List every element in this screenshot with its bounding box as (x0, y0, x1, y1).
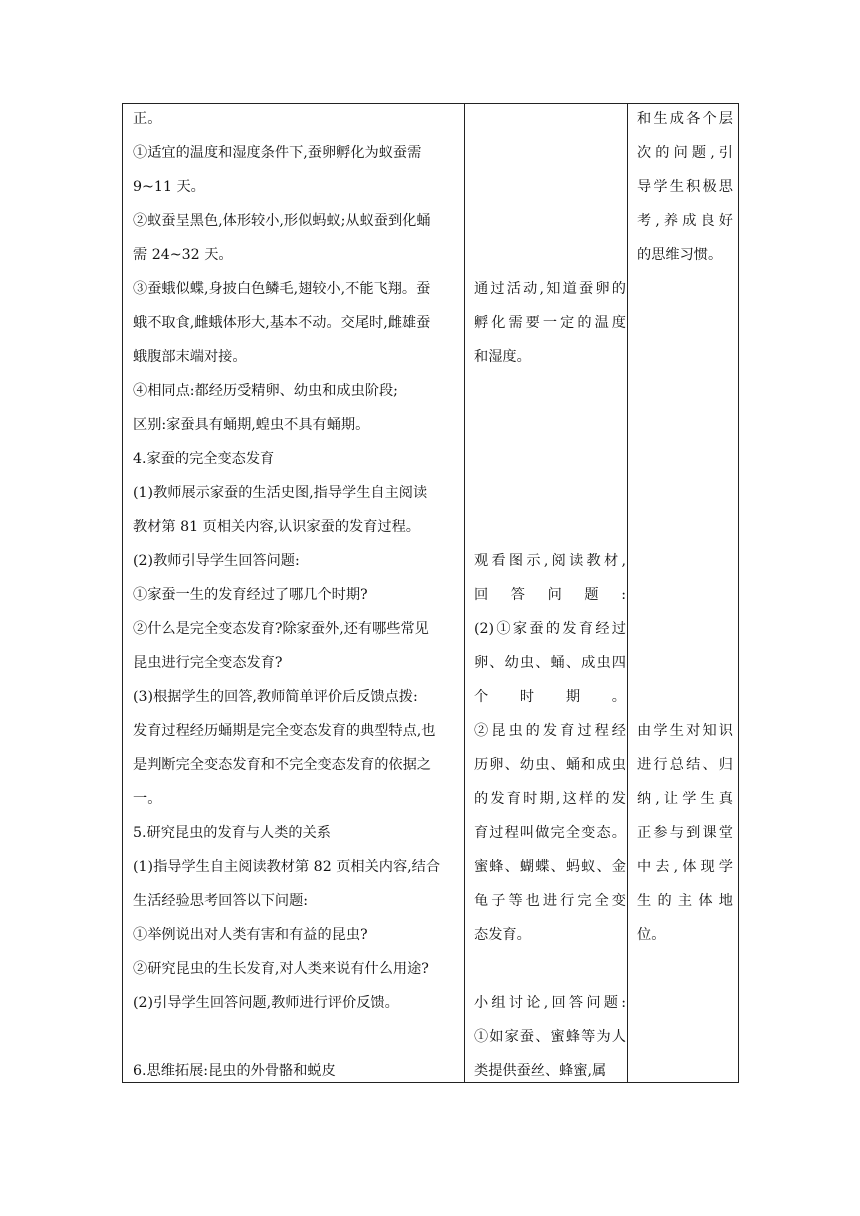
text-line: (2)①家蚕的发育经过 (474, 621, 626, 637)
text-line (133, 1026, 465, 1049)
text-line: 蛾不取食,雌蛾体形大,基本不动。交尾时,雌雄蚕 (133, 315, 431, 331)
text-line: 昆虫进行完全变态发育? (133, 655, 283, 671)
text-line: 考,养成良好 (637, 213, 733, 229)
text-line: 中去,体现学 (637, 859, 733, 875)
text-line: 6.思维拓展:昆虫的外骨骼和蜕皮 (133, 1063, 336, 1079)
text-line: 观看图示,阅读教材, (474, 553, 626, 569)
text-line: 由学生对知识 (637, 723, 733, 739)
text-line: 卵、幼虫、蛹、成虫四 (474, 655, 626, 671)
text-line: 的发育时期,这样的发 (474, 791, 626, 807)
text-line: 的思维习惯。 (637, 247, 723, 263)
text-line: (3)根据学生的回答,教师简单评价后反馈点拨: (133, 689, 418, 705)
text-line: 纳,让学生真 (637, 791, 733, 807)
text-line: 9~11 天。 (133, 179, 205, 195)
text-line: 发育过程经历蛹期是完全变态发育的典型特点,也 (133, 723, 436, 739)
column-divider (627, 104, 628, 1082)
text-line: 蛾腹部末端对接。 (133, 349, 247, 365)
text-line: 和湿度。 (474, 349, 531, 365)
text-line: 教材第 81 页相关内容,认识家蚕的发育过程。 (133, 519, 420, 535)
text-line: 蜜蜂、蝴蝶、蚂蚁、金 (474, 859, 626, 875)
text-line: 态发育。 (474, 927, 531, 943)
text-line: ①适宜的温度和湿度条件下,蚕卵孵化为蚁蚕需 (133, 145, 422, 161)
text-line: ③蚕蛾似蝶,身披白色鳞毛,翅较小,不能飞翔。蚕 (133, 281, 431, 297)
text-line: 通过活动,知道蚕卵的 (474, 281, 626, 297)
text-line: ②蚁蚕呈黑色,体形较小,形似蚂蚁;从蚁蚕到化蛹 (133, 213, 431, 229)
text-line: 4.家蚕的完全变态发育 (133, 451, 275, 467)
text-line: 孵化需要一定的温度 (474, 315, 626, 331)
text-line: 个时期。 (474, 689, 626, 705)
text-line: 正。 (133, 111, 162, 127)
text-line: ②研究昆虫的生长发育,对人类来说有什么用途? (133, 961, 429, 977)
text-line: 5.研究昆虫的发育与人类的关系 (133, 825, 331, 841)
text-line: 生活经验思考回答以下问题: (133, 893, 309, 909)
text-line: ②什么是完全变态发育?除家蚕外,还有哪些常见 (133, 621, 429, 637)
text-line: (1)指导学生自主阅读教材第 82 页相关内容,结合 (133, 859, 441, 875)
lesson-table (122, 103, 739, 1083)
text-line: 历卵、幼虫、蛹和成虫 (474, 757, 626, 773)
text-line: 进行总结、归 (637, 757, 733, 773)
text-line: 正参与到课堂 (637, 825, 733, 841)
text-line: (1)教师展示家蚕的生活史图,指导学生自主阅读 (133, 485, 428, 501)
text-line: 小组讨论,回答问题: (474, 995, 626, 1011)
text-line: ①家蚕一生的发育经过了哪几个时期? (133, 587, 368, 603)
text-line: 区别:家蚕具有蛹期,蝗虫不具有蛹期。 (133, 417, 370, 433)
text-line: 一。 (133, 791, 162, 807)
text-line: 位。 (637, 927, 666, 943)
text-line: 和生成各个层 (637, 111, 733, 127)
text-line: 生的主体地 (637, 893, 733, 909)
text-line: 导学生积极思 (637, 179, 733, 195)
text-line: (2)引导学生回答问题,教师进行评价反馈。 (133, 995, 399, 1011)
text-line: 龟子等也进行完全变 (474, 893, 626, 909)
text-line: 是判断完全变态发育和不完全变态发育的依据之 (133, 757, 431, 773)
text-line: ②昆虫的发育过程经 (474, 723, 626, 739)
text-line: 育过程叫做完全变态。 (474, 825, 626, 841)
text-line: 回答问题: (474, 587, 626, 603)
text-line: 类提供蚕丝、蜂蜜,属 (474, 1063, 607, 1079)
text-line: (2)教师引导学生回答问题: (133, 553, 300, 569)
text-line: ④相同点:都经历受精卵、幼虫和成虫阶段; (133, 383, 398, 399)
text-line: ①如家蚕、蜜蜂等为人 (474, 1029, 626, 1045)
text-line: 需 24~32 天。 (133, 247, 233, 263)
text-line: 次的问题,引 (637, 145, 733, 161)
text-line: ①举例说出对人类有害和有益的昆虫? (133, 927, 368, 943)
